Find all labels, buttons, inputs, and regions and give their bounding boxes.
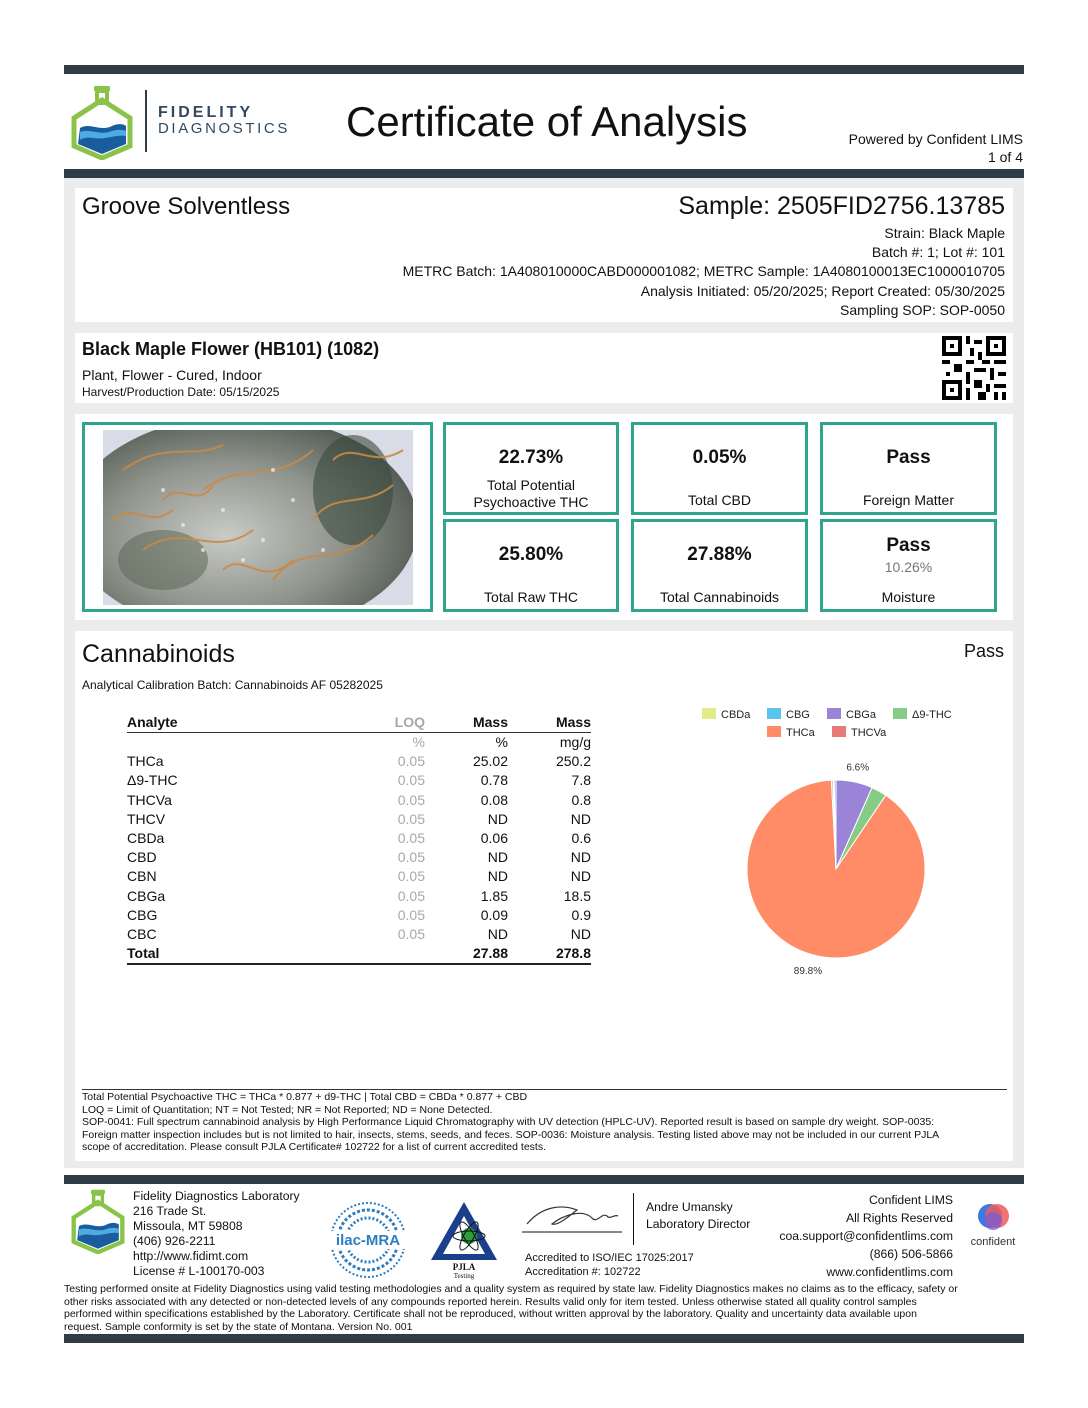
- mass-pct: ND: [487, 810, 508, 827]
- sample-info-panel: [75, 188, 1013, 322]
- loq: 0.05: [397, 753, 425, 770]
- logo-text-line2: DIAGNOSTICS: [158, 120, 290, 137]
- legend-label: THCa: [786, 727, 815, 739]
- mass-pct: 25.02: [472, 753, 508, 770]
- loq: 0.05: [397, 868, 425, 885]
- lab-city: Missoula, MT 59808: [133, 1219, 243, 1233]
- analyte: CBD: [127, 849, 157, 866]
- pie-label-cbga: 6.6%: [846, 762, 870, 774]
- legend-item: [767, 708, 810, 721]
- legend-item: [702, 708, 750, 721]
- flower-photo: [103, 430, 413, 605]
- page-title: Certificate of Analysis: [346, 98, 748, 145]
- mass-pct: 0.78: [480, 772, 508, 789]
- total-cannabinoids-box: [631, 519, 808, 612]
- accreditation-number: Accreditation #: 102722: [525, 1266, 641, 1278]
- pjla-logo-icon: [425, 1198, 503, 1280]
- header-bottom-bar: [64, 169, 1024, 178]
- lab-website[interactable]: http://www.fidimt.com: [133, 1249, 249, 1263]
- lab-phone: (406) 926-2211: [133, 1234, 216, 1248]
- unit-analyte: [127, 733, 307, 753]
- fidelity-flask-logo-icon: [70, 84, 134, 160]
- lims-website[interactable]: www.confidentlims.com: [826, 1265, 953, 1279]
- mass-pct: 0.06: [480, 830, 508, 847]
- client-name: Groove Solventless: [82, 193, 291, 220]
- mass-mg: 18.5: [563, 887, 591, 904]
- director-name: Andre Umansky: [646, 1200, 733, 1214]
- total-cbd-value: 0.05%: [692, 447, 747, 468]
- foreign-matter-box: [820, 422, 997, 515]
- table-row: [127, 848, 591, 867]
- total-thc-label2: Psychoactive THC: [473, 494, 589, 510]
- col-mass-pct: Mass: [425, 712, 508, 733]
- analyte: THCV: [127, 810, 166, 827]
- total-cannabinoids-value: 27.88%: [687, 544, 752, 565]
- lab-street: 216 Trade St.: [133, 1204, 207, 1218]
- footer-flask-logo-icon: [70, 1188, 126, 1254]
- table-row: [127, 810, 591, 829]
- pjla-sub-label: Testing: [453, 1272, 475, 1280]
- lims-rights: All Rights Reserved: [845, 1211, 953, 1225]
- mass-pct: 1.85: [480, 887, 508, 904]
- unit-mass-mg: mg/g: [559, 734, 591, 751]
- logo-divider: [145, 90, 147, 152]
- mass-mg: 0.8: [571, 791, 591, 808]
- table-row: [127, 771, 591, 790]
- analyte: THCa: [127, 753, 164, 770]
- pie-label-thca: 89.8%: [793, 966, 823, 978]
- table-row: [127, 887, 591, 906]
- sample-id: Sample: 2505FID2756.13785: [678, 192, 1005, 220]
- total-thc-box: [443, 422, 619, 515]
- lims-name: Confident LIMS: [868, 1193, 953, 1207]
- total-loq: [307, 944, 425, 964]
- logo-text-line1: FIDELITY: [158, 104, 254, 121]
- mass-pct: ND: [487, 868, 508, 885]
- moisture-value: Pass: [886, 535, 931, 556]
- table-row: [127, 906, 591, 925]
- unit-loq: %: [412, 734, 425, 751]
- mass-pct: ND: [487, 849, 508, 866]
- qr-code-icon[interactable]: [942, 336, 1006, 400]
- total-cannabinoids-label: Total Cannabinoids: [659, 589, 780, 605]
- note-line: Foreign matter inspection includes but is not limited to hair, insects, stems, seeds, and feces. SOP-0036: Moisture analysis. Testing listed above may not be included in our current PJLA: [82, 1128, 940, 1141]
- legend-item: [832, 726, 886, 739]
- lab-address: [133, 1189, 300, 1279]
- analyte: CBG: [127, 906, 158, 923]
- director-signature: [522, 1196, 627, 1236]
- footer-top-bar: [64, 1175, 1024, 1184]
- product-panel: [75, 333, 1013, 403]
- table-row: [127, 752, 591, 771]
- lims-phone: (866) 506-5866: [869, 1247, 953, 1261]
- table-row: [127, 867, 591, 886]
- units-row: [127, 733, 591, 753]
- cannabinoids-status: Pass: [963, 641, 1004, 661]
- disclaimer-line: other risks associated with any detected or non-detected levels of any compounds reported herein. Results valid only for item tested. Unless otherwise stated all quality control samples: [64, 1295, 917, 1308]
- lab-name: Fidelity Diagnostics Laboratory: [133, 1189, 300, 1203]
- analyte: THCVa: [127, 791, 172, 808]
- total-raw-thc-label: Total Raw THC: [484, 589, 578, 605]
- disclaimer: [64, 1283, 958, 1333]
- disclaimer-line: Testing performed onsite at Fidelity Diagnostics using valid testing methodologies and a quality system as required by state law. Fidelity Diagnostics makes no claims as to the efficacy, safety or: [64, 1283, 958, 1295]
- disclaimer-line: request. Sample conformity is set by the state of Montana. Version No. 001: [64, 1320, 413, 1333]
- mass-mg: ND: [570, 925, 591, 942]
- mass-mg: 7.8: [571, 772, 591, 789]
- powered-by: Powered by Confident LIMS: [848, 131, 1023, 147]
- ilac-label: ilac-MRA: [335, 1232, 401, 1249]
- analyte: CBN: [127, 868, 157, 885]
- analyte: CBDa: [127, 830, 165, 847]
- lims-info: [779, 1191, 953, 1281]
- col-loq: LOQ: [307, 712, 425, 733]
- loq: 0.05: [397, 772, 425, 789]
- analyte: Δ9-THC: [127, 772, 178, 789]
- note-line: Total Potential Psychoactive THC = THCa * 0.877 + d9-THC | Total CBD = CBDa * 0.877 + CBD: [82, 1091, 528, 1103]
- note-line: LOQ = Limit of Quantitation; NT = Not Tested; NR = Not Reported; ND = None Detected.: [82, 1103, 493, 1116]
- table-row: [127, 829, 591, 848]
- mass-mg: 250.2: [555, 753, 591, 770]
- legend-label: CBGa: [846, 709, 876, 721]
- moisture-label: Moisture: [881, 589, 936, 605]
- table-row: [127, 925, 591, 944]
- bottom-bar: [64, 1334, 1024, 1343]
- mass-pct: ND: [487, 925, 508, 942]
- legend-swatch: [767, 708, 781, 719]
- legend-label: THCVa: [851, 727, 887, 739]
- loq: 0.05: [397, 906, 425, 923]
- lims-email[interactable]: coa.support@confidentlims.com: [779, 1229, 953, 1243]
- batch-lot: Batch #: 1; Lot #: 101: [871, 244, 1005, 260]
- total-cbd-label: Total CBD: [687, 492, 752, 508]
- disclaimer-line: performed within specifications established by the Laboratory. Certificate shall not be reproduced, without written approval by the laboratory. Quality and uncertainty data available upon: [64, 1308, 917, 1320]
- total-thc-label1: Total Potential: [487, 477, 575, 493]
- notes-divider: [82, 1089, 1007, 1090]
- mass-mg: ND: [570, 810, 591, 827]
- mass-pct: 0.09: [480, 906, 508, 923]
- moisture-box: [820, 519, 997, 612]
- metrc-info: METRC Batch: 1A408010000CABD000001082; METRC Sample: 1A4080100013EC1000010705: [402, 263, 1005, 279]
- legend-label: Δ9-THC: [912, 709, 952, 721]
- loq: 0.05: [397, 791, 425, 808]
- legend-swatch: [702, 708, 716, 719]
- legend-swatch: [827, 708, 841, 719]
- total-raw-thc-value: 25.80%: [498, 544, 564, 565]
- cannabinoids-title: Cannabinoids: [82, 640, 235, 668]
- col-analyte: Analyte: [127, 712, 307, 733]
- legend-label: CBG: [786, 709, 810, 721]
- note-line: SOP-0041: Full spectrum cannabinoid analysis by High Performance Liquid Chromatography with UV detection (HPLC-UV). Reported result is based on sample dry weight. SOP-0035:: [82, 1116, 935, 1128]
- legend-swatch: [832, 726, 846, 737]
- analysis-dates: Analysis Initiated: 05/20/2025; Report Created: 05/30/2025: [640, 283, 1005, 299]
- loq: 0.05: [397, 887, 425, 904]
- top-bar: [64, 65, 1024, 74]
- notes: [82, 1091, 939, 1154]
- confident-wordmark: confident: [970, 1236, 1016, 1248]
- total-thc-value: 22.73%: [498, 447, 564, 468]
- iso-accreditation: Accredited to ISO/IEC 17025:2017: [525, 1252, 694, 1264]
- confident-logo-icon: [964, 1200, 1022, 1250]
- moisture-percent: 10.26%: [884, 559, 933, 575]
- strain: Strain: Black Maple: [884, 225, 1005, 241]
- harvest-date: Harvest/Production Date: 05/15/2025: [82, 385, 280, 399]
- page-number: 1 of 4: [987, 149, 1023, 165]
- mass-mg: ND: [570, 868, 591, 885]
- legend-item: [767, 726, 815, 739]
- pjla-label: PJLA: [452, 1262, 476, 1272]
- total-raw-thc-box: [443, 519, 619, 612]
- loq: 0.05: [397, 810, 425, 827]
- director-title: Laboratory Director: [646, 1217, 751, 1231]
- product-name: Black Maple Flower (HB101) (1082): [82, 339, 380, 359]
- ilac-mra-logo-icon: [328, 1200, 408, 1280]
- legend-label: CBDa: [721, 709, 751, 721]
- loq: 0.05: [397, 849, 425, 866]
- legend-swatch: [767, 726, 781, 737]
- loq: 0.05: [397, 925, 425, 942]
- total-mass-mg: 278.8: [508, 944, 591, 964]
- legend-swatch: [893, 708, 907, 719]
- mass-pct: 0.08: [480, 791, 508, 808]
- cannabinoids-table: [127, 712, 591, 965]
- mass-mg: ND: [570, 849, 591, 866]
- note-line: scope of accreditation. Please consult PJLA Certificate# 102722 for a list of current accredited tests.: [82, 1141, 546, 1153]
- analyte: CBC: [127, 925, 157, 942]
- product-image-frame: [82, 422, 433, 612]
- legend-item: [893, 708, 952, 721]
- lab-license: License # L-100170-003: [133, 1264, 265, 1278]
- col-mass-mg: Mass: [508, 712, 591, 733]
- foreign-matter-value: Pass: [886, 447, 931, 468]
- unit-mass-pct: %: [495, 734, 508, 751]
- table-row: [127, 791, 591, 810]
- sampling-sop: Sampling SOP: SOP-0050: [840, 302, 1005, 318]
- legend-item: [827, 708, 876, 721]
- foreign-matter-label: Foreign Matter: [862, 492, 955, 508]
- total-mass-pct: 27.88: [425, 944, 508, 964]
- total-label: Total: [127, 944, 307, 964]
- analyte: CBGa: [127, 887, 166, 904]
- loq: 0.05: [397, 830, 425, 847]
- total-cbd-box: [631, 422, 808, 515]
- signature-divider: [633, 1193, 634, 1245]
- calibration-batch: Analytical Calibration Batch: Cannabinoids AF 05282025: [82, 678, 383, 692]
- mass-mg: 0.6: [571, 830, 591, 847]
- cannabinoids-pie-chart: [720, 745, 960, 985]
- mass-mg: 0.9: [571, 906, 591, 923]
- total-row: [127, 944, 591, 964]
- product-type: Plant, Flower - Cured, Indoor: [82, 367, 262, 383]
